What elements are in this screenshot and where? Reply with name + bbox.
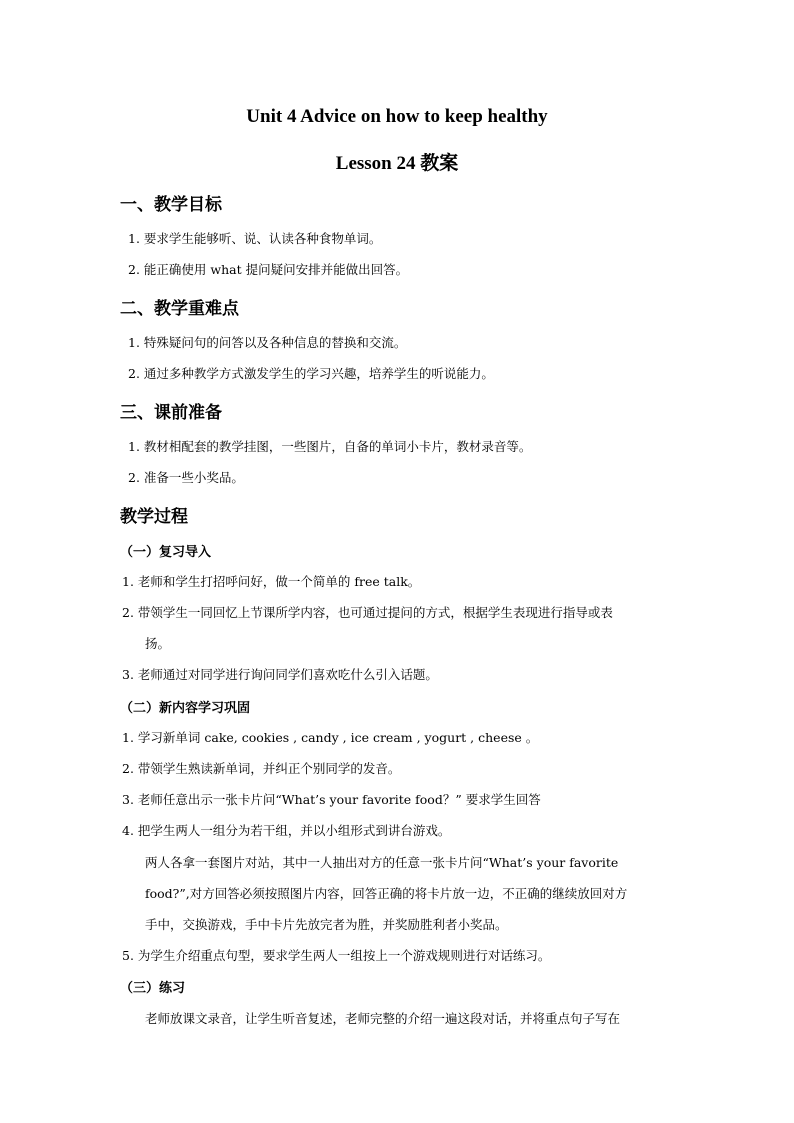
list-item: 1. 教材相配套的教学挂图，一些图片，自备的单词小卡片，教材录音等。 xyxy=(128,439,532,454)
paragraph-line: 手中，交换游戏，手中卡片先放完者为胜，并奖励胜利者小奖品。 xyxy=(145,917,508,932)
subsection-heading-review: （一）复习导入 xyxy=(120,545,212,560)
list-item: 2. 带领学生一同回忆上节课所学内容，也可通过提问的方式，根据学生表现进行指导或表 xyxy=(122,605,613,620)
section-heading-key-points: 二、教学重难点 xyxy=(120,299,239,319)
list-item: 2. 能正确使用 what 提问疑问安排并能做出回答。 xyxy=(128,262,409,277)
document-subtitle: Lesson 24 教案 xyxy=(335,153,459,174)
section-heading-objectives: 一、教学目标 xyxy=(120,195,222,215)
section-heading-preparation: 三、课前准备 xyxy=(120,403,222,423)
list-item-continuation: 扬。 xyxy=(145,636,171,651)
list-item: 1. 特殊疑问句的问答以及各种信息的替换和交流。 xyxy=(128,335,407,350)
list-item: 5. 为学生介绍重点句型，要求学生两人一组按上一个游戏规则进行对话练习。 xyxy=(122,948,551,963)
list-item: 1. 老师和学生打招呼问好，做一个简单的 free talk。 xyxy=(122,574,421,589)
list-item: 2. 通过多种教学方式激发学生的学习兴趣，培养学生的听说能力。 xyxy=(128,366,494,381)
list-item: 3. 老师通过对同学进行询问同学们喜欢吃什么引入话题。 xyxy=(122,667,438,682)
list-item: 2. 准备一些小奖品。 xyxy=(128,470,244,485)
subsection-heading-new-content: （二）新内容学习巩固 xyxy=(120,701,251,716)
paragraph-line: food?”,对方回答必须按照图片内容，回答正确的将卡片放一边，不正确的继续放回对方 xyxy=(145,886,628,901)
list-item: 1. 学习新单词 cake, cookies , candy , ice cream , yogurt , cheese 。 xyxy=(122,730,539,745)
list-item: 2. 带领学生熟读新单词，并纠正个别同学的发音。 xyxy=(122,761,401,776)
list-item: 1. 要求学生能够听、说、认读各种食物单词。 xyxy=(128,231,382,246)
document-title: Unit 4 Advice on how to keep healthy xyxy=(246,106,548,127)
list-item: 4. 把学生两人一组分为若干组，并以小组形式到讲台游戏。 xyxy=(122,823,451,838)
list-item: 3. 老师任意出示一张卡片问“What’s your favorite food？” 要求学生回答 xyxy=(122,792,541,807)
paragraph-line: 老师放课文录音，让学生听音复述，老师完整的介绍一遍这段对话，并将重点句子写在 xyxy=(145,1011,621,1026)
subsection-heading-practice: （三）练习 xyxy=(120,981,186,996)
section-heading-process: 教学过程 xyxy=(120,507,188,527)
paragraph-line: 两人各拿一套图片对站，其中一人抽出对方的任意一张卡片问“What’s your favorite xyxy=(145,855,619,870)
